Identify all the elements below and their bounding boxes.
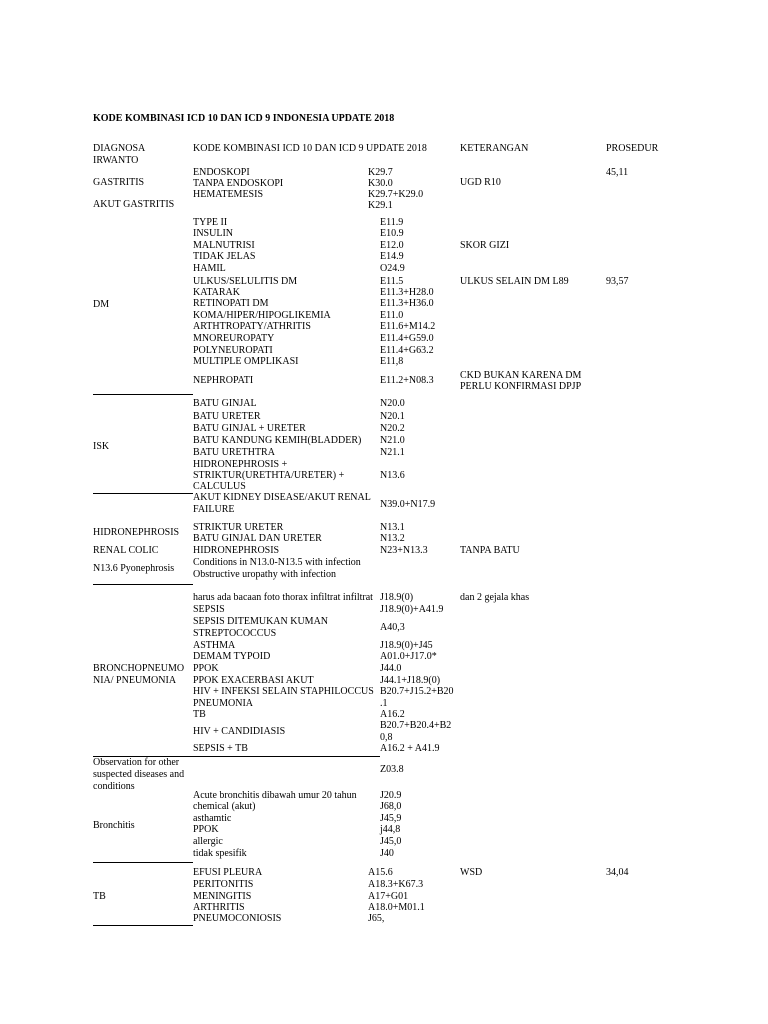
row-description: MULTIPLE OMPLIKASI	[193, 356, 299, 367]
row-description: harus ada bacaan foto thorax infiltrat infiltrat	[193, 592, 373, 603]
note: ULKUS SELAIN DM L89	[460, 276, 569, 287]
row-description: DEMAM TYPOID	[193, 651, 271, 662]
header-diagnosa: DIAGNOSA	[93, 143, 146, 154]
row-code: K29.7	[368, 167, 393, 178]
diagnosis-label: BRONCHOPNEUMO	[93, 663, 185, 674]
diagnosis-label: Observation for other	[93, 757, 180, 768]
row-code: E11.4+G59.0	[380, 333, 434, 344]
row-description: EFUSI PLEURA	[193, 867, 263, 878]
row-code: J18.9(0)+J45	[380, 640, 433, 651]
row-description: ULKUS/SELULITIS DM	[193, 276, 298, 287]
row-description: ASTHMA	[193, 640, 236, 651]
diagnosis-label: DM	[93, 299, 110, 310]
note: WSD	[460, 867, 483, 878]
row-code: A01.0+J17.0*	[380, 651, 437, 662]
row-code: N20.1	[380, 411, 405, 422]
diagnosis-label: RENAL COLIC	[93, 545, 159, 556]
row-code: K29.7+K29.0	[368, 189, 424, 200]
row-description: ARTHRITIS	[193, 902, 245, 913]
row-description: allergic	[193, 836, 223, 847]
row-description: Acute bronchitis dibawah umur 20 tahun	[193, 790, 357, 801]
procedure-code: 34,04	[606, 867, 629, 878]
row-description: Obstructive uropathy with infection	[193, 569, 337, 580]
row-code: .1	[380, 698, 388, 709]
row-code: N20.0	[380, 398, 405, 409]
row-code: E11.9	[380, 217, 404, 228]
row-description: BATU GINJAL	[193, 398, 257, 409]
procedure-code: 93,57	[606, 276, 629, 287]
row-code: J40	[380, 848, 394, 859]
row-code: N21.1	[380, 447, 405, 458]
row-code: E11.5	[380, 276, 404, 287]
diagnosis-label: suspected diseases and	[93, 769, 185, 780]
row-description: BATU URETER	[193, 411, 261, 422]
row-code: N39.0+N17.9	[380, 499, 436, 510]
row-code: E11.3+H36.0	[380, 298, 434, 309]
note: PERLU KONFIRMASI DPJP	[460, 381, 582, 392]
document-title: KODE KOMBINASI ICD 10 DAN ICD 9 INDONESIA UPDATE 2018	[93, 113, 395, 124]
section-divider	[93, 584, 193, 585]
row-code: A18.0+M01.1	[368, 902, 425, 913]
row-description: SEPSIS + TB	[193, 743, 248, 754]
row-description: TB	[193, 709, 206, 720]
row-code: B20.7+B20.4+B2	[380, 720, 452, 731]
diagnosis-label: ISK	[93, 441, 110, 452]
row-code: J45,9	[380, 813, 402, 824]
row-description: HAMIL	[193, 263, 226, 274]
row-description: STRIKTUR(URETHTA/URETER) +	[193, 470, 345, 481]
note: TANPA BATU	[460, 545, 520, 556]
section-divider	[93, 394, 193, 395]
row-code: E11.3+H28.0	[380, 287, 434, 298]
diagnosis-label: AKUT GASTRITIS	[93, 199, 175, 210]
row-code: J44.1+J18.9(0)	[380, 675, 441, 686]
section-divider	[93, 493, 193, 494]
row-code: J68,0	[380, 801, 402, 812]
row-code: J18.9(0)+A41.9	[380, 604, 444, 615]
row-code: N21.0	[380, 435, 405, 446]
row-description: tidak spesifik	[193, 848, 247, 859]
row-code: Z03.8	[380, 764, 404, 775]
row-description: BATU GINJAL + URETER	[193, 423, 306, 434]
row-description: SEPSIS DITEMUKAN KUMAN	[193, 616, 329, 627]
row-description: MENINGITIS	[193, 891, 252, 902]
row-description: HIV + CANDIDIASIS	[193, 726, 286, 737]
row-description: TIDAK JELAS	[193, 251, 256, 262]
row-description: FAILURE	[193, 504, 235, 515]
row-code: A16.2 + A41.9	[380, 743, 440, 754]
row-description: PNEUMONIA	[193, 698, 253, 709]
row-code: K29.1	[368, 200, 393, 211]
row-code: E12.0	[380, 240, 404, 251]
row-description: BATU KANDUNG KEMIH(BLADDER)	[193, 435, 362, 446]
row-code: E11.4+G63.2	[380, 345, 434, 356]
row-description: AKUT KIDNEY DISEASE/AKUT RENAL	[193, 492, 371, 503]
diagnosis-label: Bronchitis	[93, 820, 135, 831]
row-code: J45,0	[380, 836, 402, 847]
row-description: STREPTOCOCCUS	[193, 628, 277, 639]
row-description: Conditions in N13.0-N13.5 with infection	[193, 557, 361, 568]
header-keterangan: KETERANGAN	[460, 143, 529, 154]
row-code: J18.9(0)	[380, 592, 414, 603]
row-description: SEPSIS	[193, 604, 225, 615]
row-code: J44.0	[380, 663, 402, 674]
row-description: BATU URETHTRA	[193, 447, 275, 458]
row-description: asthamtic	[193, 813, 232, 824]
row-code: N13.6	[380, 470, 405, 481]
section-divider	[193, 756, 380, 757]
row-description: KOMA/HIPER/HIPOGLIKEMIA	[193, 310, 331, 321]
section-divider	[93, 862, 193, 863]
diagnosis-label: N13.6 Pyonephrosis	[93, 563, 175, 574]
diagnosis-label: NIA/ PNEUMONIA	[93, 675, 177, 686]
header-author: IRWANTO	[93, 155, 139, 166]
row-code: A40,3	[380, 622, 405, 633]
row-code: B20.7+J15.2+B20	[380, 686, 454, 697]
row-description: PPOK	[193, 824, 219, 835]
row-description: POLYNEUROPATI	[193, 345, 273, 356]
row-code: E10.9	[380, 228, 404, 239]
diagnosis-label: HIDRONEPHROSIS	[93, 527, 180, 538]
row-description: PNEUMOCONIOSIS	[193, 913, 282, 924]
row-code: A16.2	[380, 709, 405, 720]
note: SKOR GIZI	[460, 240, 510, 251]
header-prosedur: PROSEDUR	[606, 143, 659, 154]
note: UGD R10	[460, 177, 501, 188]
diagnosis-label: TB	[93, 891, 106, 902]
note: dan 2 gejala khas	[460, 592, 530, 603]
row-code: N20.2	[380, 423, 405, 434]
note: CKD BUKAN KARENA DM	[460, 370, 582, 381]
row-description: MNOREUROPATY	[193, 333, 275, 344]
row-code: N13.2	[380, 533, 405, 544]
row-description: NEPHROPATI	[193, 375, 254, 386]
header-kode: KODE KOMBINASI ICD 10 DAN ICD 9 UPDATE 2018	[193, 143, 427, 154]
row-description: HEMATEMESIS	[193, 189, 264, 200]
section-divider	[93, 925, 193, 926]
diagnosis-label: conditions	[93, 781, 135, 792]
row-code: J20.9	[380, 790, 402, 801]
row-code: A17+G01	[368, 891, 409, 902]
row-description: PPOK EXACERBASI AKUT	[193, 675, 314, 686]
row-description: ENDOSKOPI	[193, 167, 250, 178]
row-description: TANPA ENDOSKOPI	[193, 178, 284, 189]
row-code: O24.9	[380, 263, 405, 274]
row-code: N23+N13.3	[380, 545, 428, 556]
row-description: INSULIN	[193, 228, 233, 239]
row-description: PPOK	[193, 663, 219, 674]
row-code: E11.6+M14.2	[380, 321, 436, 332]
row-code: J65,	[368, 913, 385, 924]
row-description: HIDRONEPHROSIS	[193, 545, 280, 556]
row-code: E11.0	[380, 310, 404, 321]
row-code: j44,8	[380, 824, 401, 835]
row-code: A15.6	[368, 867, 393, 878]
row-code: E11,8	[380, 356, 404, 367]
row-code: E14.9	[380, 251, 404, 262]
row-code: K30.0	[368, 178, 393, 189]
row-code: 0,8	[380, 732, 393, 743]
row-description: chemical (akut)	[193, 801, 256, 812]
row-description: ARTHTROPATY/ATHRITIS	[193, 321, 311, 332]
row-description: PERITONITIS	[193, 879, 254, 890]
row-description: MALNUTRISI	[193, 240, 255, 251]
row-description: CALCULUS	[193, 481, 246, 492]
procedure-code: 45,11	[606, 167, 629, 178]
row-description: HIV + INFEKSI SELAIN STAPHILOCCUS	[193, 686, 374, 697]
row-description: RETINOPATI DM	[193, 298, 269, 309]
row-description: BATU GINJAL DAN URETER	[193, 533, 322, 544]
row-code: E11.2+N08.3	[380, 375, 434, 386]
row-code: A18.3+K67.3	[368, 879, 424, 890]
diagnosis-label: GASTRITIS	[93, 177, 145, 188]
row-description: KATARAK	[193, 287, 240, 298]
row-code: N13.1	[380, 522, 405, 533]
row-description: STRIKTUR URETER	[193, 522, 284, 533]
row-description: HIDRONEPHROSIS +	[193, 459, 288, 470]
row-description: TYPE II	[193, 217, 228, 228]
